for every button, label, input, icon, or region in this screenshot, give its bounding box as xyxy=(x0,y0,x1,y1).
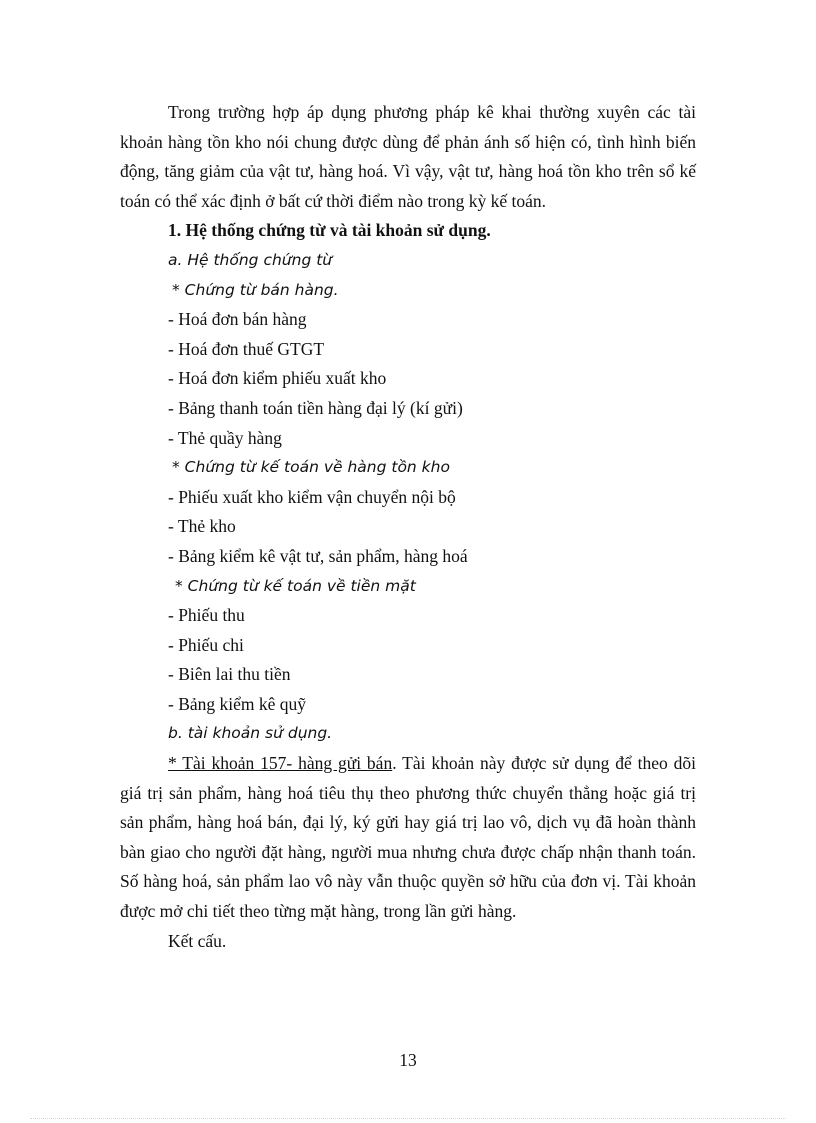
cash-documents-title: * Chứng từ kế toán về tiền mặt xyxy=(175,576,416,595)
section-heading: 1. Hệ thống chứng từ và tài khoản sử dụng. xyxy=(168,220,491,241)
list-item: - Biên lai thu tiền xyxy=(168,664,291,685)
inventory-documents-title: * Chứng từ kế toán về hàng tồn kho xyxy=(172,458,450,477)
list-item: - Bảng kiểm kê vật tư, sản phẩm, hàng hoá xyxy=(168,545,468,566)
page-content xyxy=(120,98,696,956)
list-item: - Phiếu xuất kho kiểm vận chuyển nội bộ xyxy=(168,486,456,507)
list-item: - Thẻ quầy hàng xyxy=(168,427,282,448)
list-item: - Phiếu thu xyxy=(168,605,245,626)
sales-documents-title: * Chứng từ bán hàng. xyxy=(172,280,339,299)
list-item: - Hoá đơn thuế GTGT xyxy=(168,338,325,359)
subsection-a-title: a. Hệ thống chứng từ xyxy=(168,250,333,269)
list-item: - Bảng kiểm kê quỹ xyxy=(168,693,307,714)
subsection-b-title: b. tài khoản sử dụng. xyxy=(168,724,333,743)
account-157-description: . Tài khoản này được sử dụng để theo dõi giá trị sản phẩm, hàng hoá tiêu thụ theo phương thức chuyển thẳng hoặc giá trị sản phẩm, hàng hoá bán, đại lý, ký gửi hay giá trị lao vô, dịch vụ đã hoàn thành bàn giao cho người đặt hàng, người mua nhưng chưa được chấp nhận thanh toán. Số hàng hoá, sản phẩm lao vô này vẫn thuộc quyền sở hữu của đơn vị. Tài khoản được mở chi tiết theo từng mặt hàng, trong lần gửi hàng. xyxy=(120,753,696,922)
list-item: - Phiếu chi xyxy=(168,634,244,655)
list-item: - Hoá đơn bán hàng xyxy=(168,309,307,330)
list-item: - Bảng thanh toán tiền hàng đại lý (kí gửi) xyxy=(168,397,463,418)
list-item: - Thẻ kho xyxy=(168,516,236,537)
account-157-paragraph xyxy=(120,749,696,927)
structure-label: Kết cấu. xyxy=(168,930,227,951)
account-157-title: * Tài khoản 157- hàng gửi bán xyxy=(168,753,393,774)
page-number: 13 xyxy=(399,1050,417,1070)
list-item: - Hoá đơn kiểm phiếu xuất kho xyxy=(168,368,387,389)
footer-divider xyxy=(30,1118,786,1119)
intro-paragraph: Trong trường hợp áp dụng phương pháp kê khai thường xuyên các tài khoản hàng tồn kho nói chung được dùng để phản ánh số hiện có, tình hình biến động, tăng giảm của vật tư, hàng hoá. Vì vậy, vật tư, hàng hoá tồn kho trên sổ kế toán có thể xác định ở bất cứ thời điểm nào trong kỳ kế toán. xyxy=(120,102,696,211)
